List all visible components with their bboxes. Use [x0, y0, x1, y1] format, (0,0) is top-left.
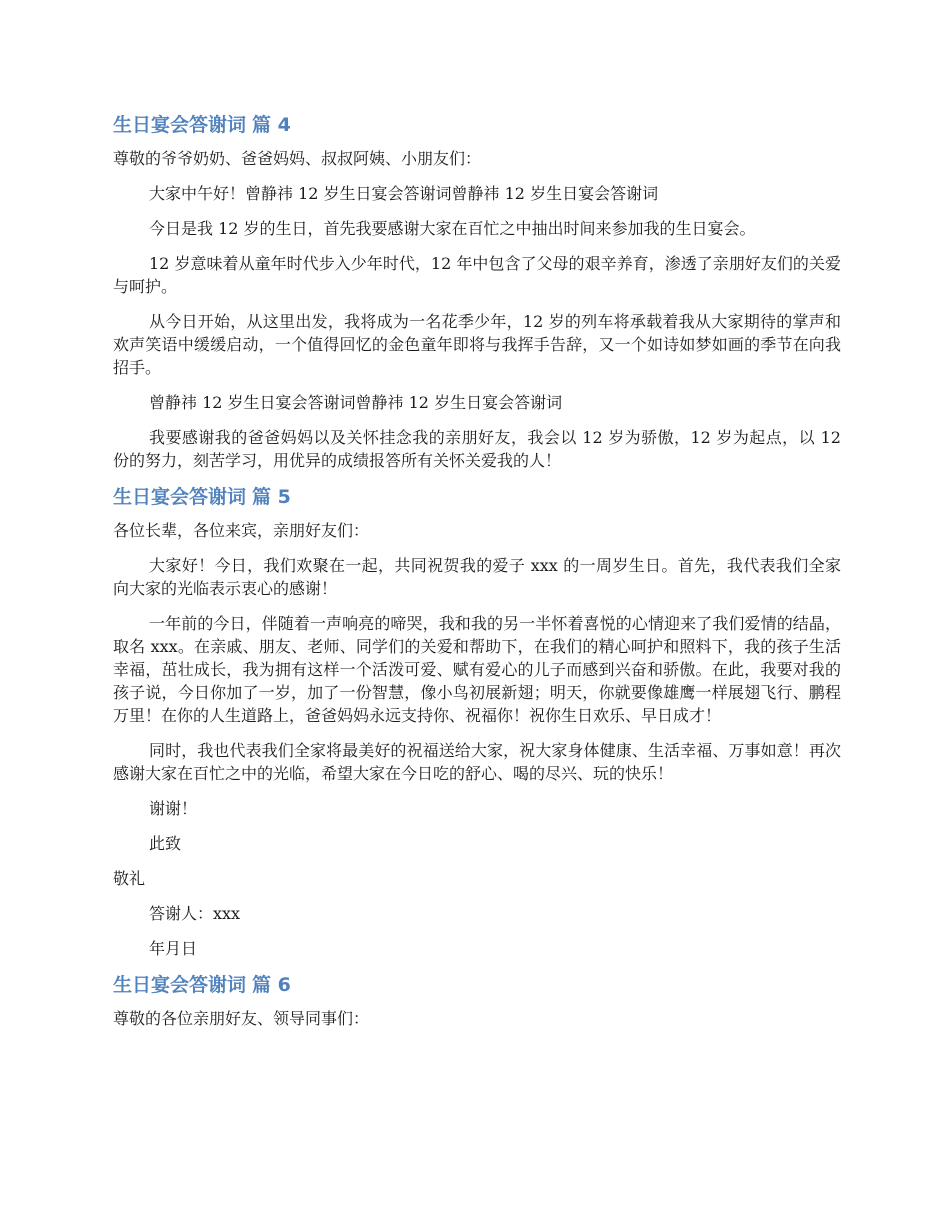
- section-heading: [113, 972, 841, 998]
- section-number: 篇 5: [252, 486, 291, 508]
- paragraph: 尊敬的各位亲朋好友、领导同事们：: [113, 1009, 370, 1028]
- paragraph: 今日是我 12 岁的生日，首先我要感谢大家在百忙之中抽出时间来参加我的生日宴会。: [149, 219, 756, 238]
- section-title: 生日宴会答谢词: [113, 974, 247, 996]
- section-title: 生日宴会答谢词: [113, 486, 247, 508]
- paragraph: 尊敬的爷爷奶奶、爸爸妈妈、叔叔阿姨、小朋友们：: [113, 149, 482, 168]
- paragraph: 大家中午好！曾静祎 12 岁生日宴会答谢词曾静祎 12 岁生日宴会答谢词: [149, 184, 659, 203]
- section-heading: [113, 112, 841, 138]
- paragraph: 谢谢！: [149, 799, 198, 818]
- paragraph: 答谢人：xxx: [149, 904, 241, 923]
- paragraph: 从今日开始，从这里出发，我将成为一名花季少年，12 岁的列车将承载着我从大家期待的掌声和欢声笑语中缓缓启动，一个值得回忆的金色童年即将与我挥手告辞，又一个如诗如梦如画的季节在向我招手。: [113, 312, 841, 377]
- section-heading: [113, 484, 841, 510]
- section-title: 生日宴会答谢词: [113, 114, 247, 136]
- paragraph: 我要感谢我的爸爸妈妈以及关怀挂念我的亲朋好友，我会以 12 岁为骄傲，12 岁为起点，以 12 份的努力，刻苦学习，用优异的成绩报答所有关怀关爱我的人！: [113, 428, 841, 470]
- paragraph: 大家好！今日，我们欢聚在一起，共同祝贺我的爱子 xxx 的一周岁生日。首先，我代表我们全家向大家的光临表示衷心的感谢！: [113, 556, 841, 598]
- paragraph: 12 岁意味着从童年时代步入少年时代，12 年中包含了父母的艰辛养育，渗透了亲朋好友们的关爱与呵护。: [113, 254, 841, 296]
- document-page: [113, 112, 841, 1042]
- paragraph: 敬礼: [113, 869, 146, 888]
- paragraph: 年月日: [149, 939, 198, 958]
- section-number: 篇 6: [252, 974, 291, 996]
- paragraph: 各位长辈，各位来宾，亲朋好友们：: [113, 521, 370, 540]
- paragraph: 曾静祎 12 岁生日宴会答谢词曾静祎 12 岁生日宴会答谢词: [149, 393, 563, 412]
- paragraph: 此致: [149, 834, 182, 853]
- section-number: 篇 4: [252, 114, 291, 136]
- paragraph: 一年前的今日，伴随着一声响亮的啼哭，我和我的另一半怀着喜悦的心情迎来了我们爱情的结晶，取名 xxx。在亲戚、朋友、老师、同学们的关爱和帮助下，在我们的精心呵护和照料下，我的孩子生活幸福，茁壮成长，我为拥有这样一个活泼可爱、赋有爱心的儿子而感到兴奋和骄傲。在此，我要对我的孩子说，今日你加了一岁，加了一份智慧，像小鸟初展新翅；明天，你就要像雄鹰一样展翅飞行、鹏程万里！在你的人生道路上，爸爸妈妈永远支持你、祝福你！祝你生日欢乐、早日成才！: [113, 614, 841, 725]
- paragraph: 同时，我也代表我们全家将最美好的祝福送给大家，祝大家身体健康、生活幸福、万事如意！再次感谢大家在百忙之中的光临，希望大家在今日吃的舒心、喝的尽兴、玩的快乐！: [113, 741, 841, 783]
